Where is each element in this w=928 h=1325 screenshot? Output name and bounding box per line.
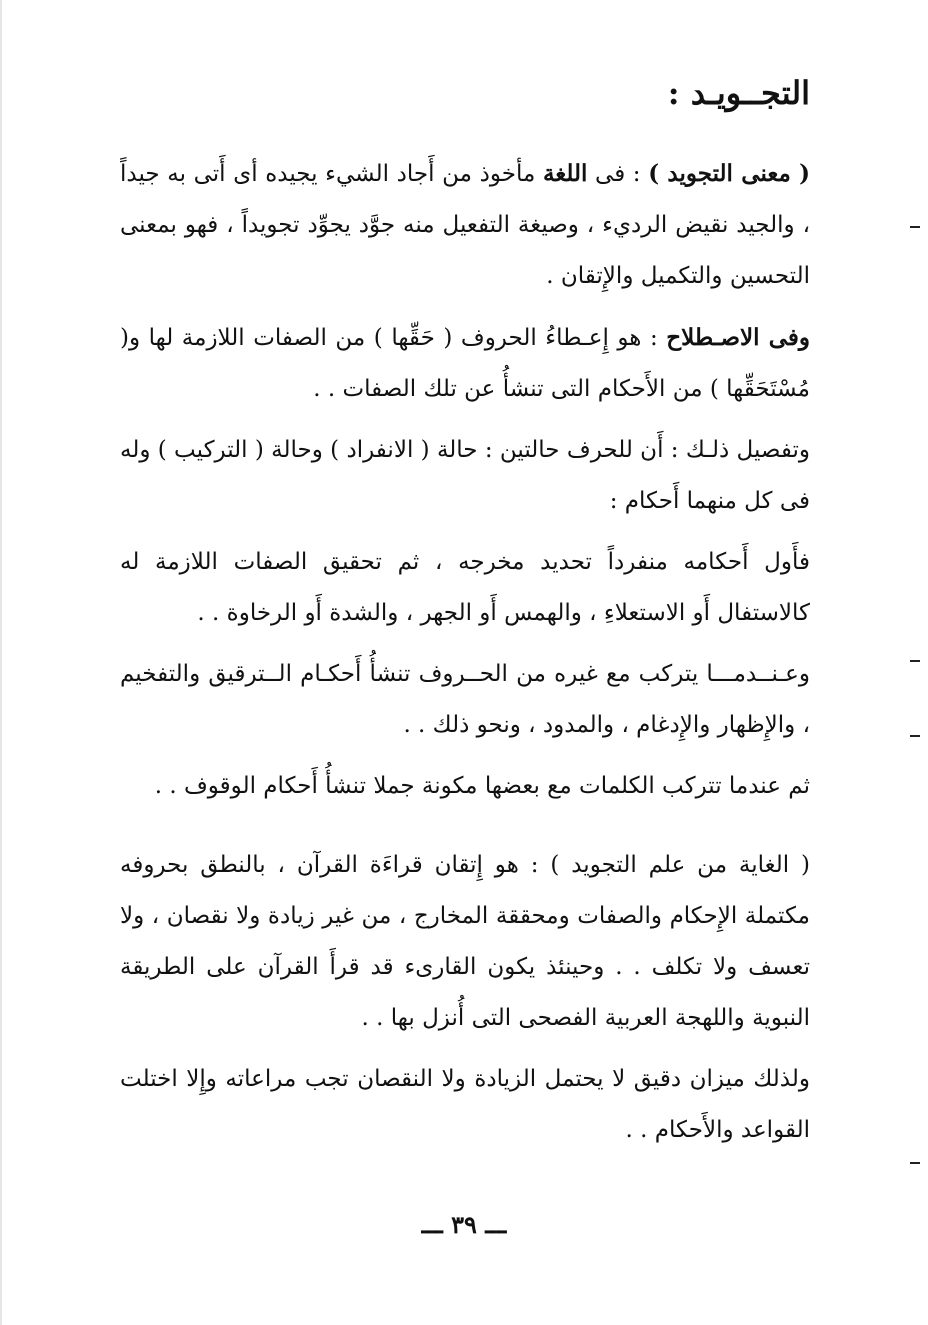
margin-mark [910,735,920,737]
margin-mark [910,1162,920,1164]
paragraph-meaning [120,148,810,302]
paragraph-goal: ( الغاية من علم التجويد ) : هو إِتقان قراءَة القرآن ، بالنطق بحروفه مكتملة الإِحكام والصفات ومحققة المخارج ، من غير زيادة ولا نقصان ، ولا تعسف ولا تكلف . . وحينئذ يكون القارىء قد قرأَ القرآن على الطريقة النبوية واللهجة العربية الفصحى التى أُنزل بها . . [120,852,810,1031]
paragraph-text: مأخوذ من أَجاد الشيء يجيده أى أَتى به جيداً ، والجيد نقيض الرديء ، وصيغة التفعيل منه جوَّد يجوِّد تجويداً ، فهو بمعنى التحسين والتكميل والإِتقان . [120,161,810,289]
paragraph-first-rules: فأَول أَحكامه منفرداً تحديد مخرجه ، ثم تحقيق الصفات اللازمة له كالاستفال أَو الاستعلاءِ ، والهمس أَو الجهر ، والشدة أَو الرخاوة . . [120,549,810,626]
page-number: ـــ ٣٩ ـــ [421,1210,507,1239]
paragraph-text: : فى [587,161,649,187]
section-heading: التجــويـد : [667,74,810,112]
term-language-label: اللغة [542,160,588,187]
margin-mark [910,660,920,662]
paragraph-composition: وعـنــدمـــا يتركب مع غيره من الحــروف تنشأُ أَحكـام الــترقيق والتفخيم ، والإِظهار والإِدغام ، والمدود ، ونحو ذلك . . [120,661,810,738]
page-edge [0,0,2,1325]
margin-mark [910,226,920,228]
paragraph-balance: ولذلك ميزان دقيق لا يحتمل الزيادة ولا النقصان تجب مراعاته وإِلا اختلت القواعد والأَحكام . . [120,1066,810,1143]
paragraph-terminology [120,312,810,415]
term-meaning-label: ( معنى التجويد ) [648,160,811,187]
page-content [120,62,810,1166]
paragraph-stops: ثم عندما تتركب الكلمات مع بعضها مكونة جملا تنشأُ أَحكام الوقوف . . [154,773,810,799]
term-terminology-label: وفى الاصـطلاح [666,324,810,351]
paragraph-detail: وتفصيل ذلـك : أَن للحرف حالتين : حالة ( الانفراد ) وحالة ( التركيب ) وله فى كل منهما أَحكام : [120,437,810,514]
paragraph-text: : هو إِعـطاءُ الحروف ( حَقِّها ) من الصفات اللازمة لها و( مُسْتَحَقِّها ) من الأَحكام التى تنشأُ عن تلك الصفات . . [120,325,810,402]
